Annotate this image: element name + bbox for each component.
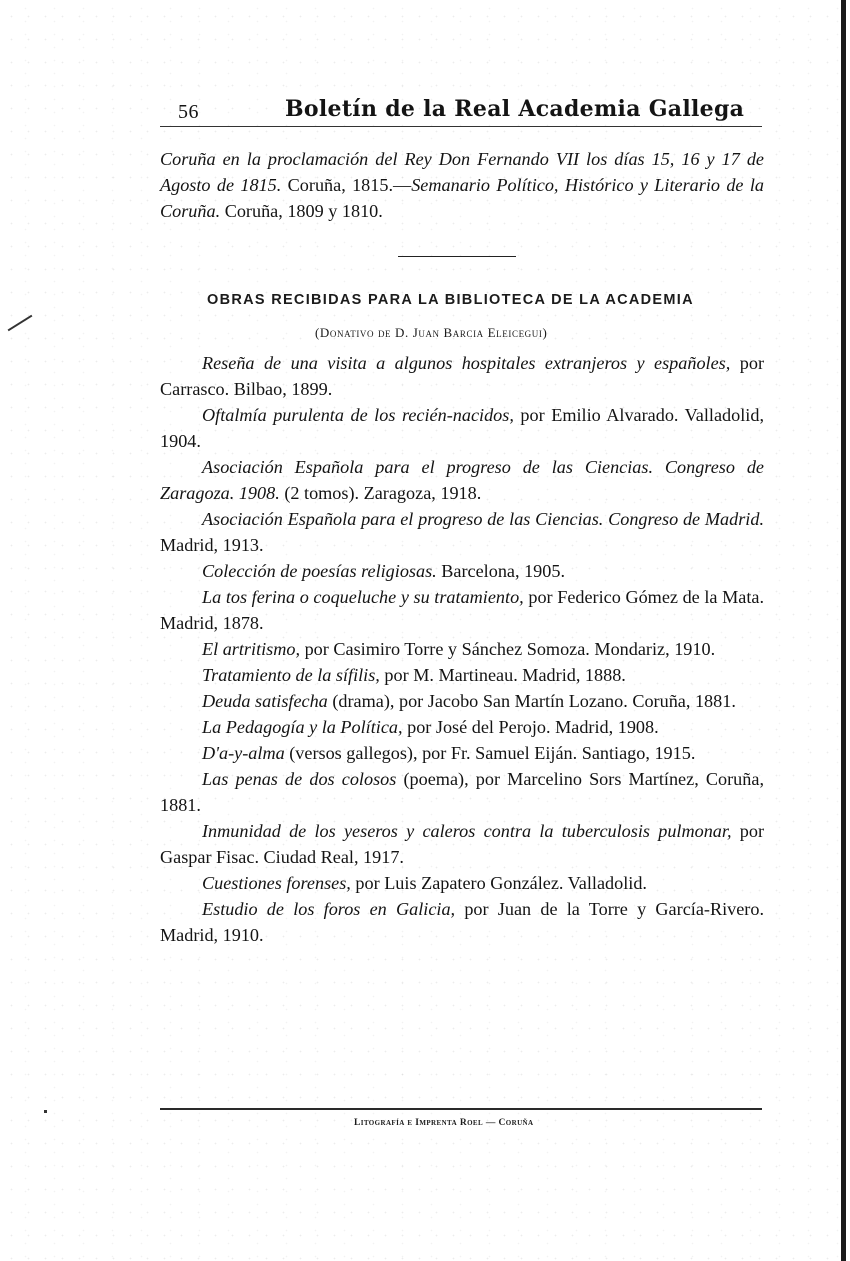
entry-details: por José del Perojo. Madrid, 1908. (402, 717, 659, 737)
running-title: Boletín de la Real Academia Gallega (285, 96, 745, 122)
entries-list (160, 350, 764, 948)
entry-title: Asociación Española para el progreso de las Ciencias. Congreso de Zaragoza. 1908. (160, 457, 764, 503)
entry-title: Reseña de una visita a algunos hospitales extranjeros y españoles, (202, 353, 731, 373)
intro-italic-1: Coruña en la proclamación del Rey Don Fernando VII los días 15, 16 y 17 de Agosto de 1815. (160, 149, 764, 195)
intro-paragraph (160, 146, 764, 224)
entry-title: La tos ferina o coqueluche y su tratamiento, (202, 587, 524, 607)
entry-title: Estudio de los foros en Galicia, (202, 899, 456, 919)
list-item (160, 584, 764, 636)
entry-title: La Pedagogía y la Política, (202, 717, 403, 737)
intro-italic-2: Semanario Político, Histórico y Literario de la Coruña. (160, 175, 764, 221)
printer-imprint: Litografía e Imprenta Roel — Coruña (354, 1118, 534, 1128)
header-rule (160, 126, 762, 127)
entry-title: Oftalmía purulenta de los recién-nacidos, (202, 405, 514, 425)
list-item (160, 506, 764, 558)
list-item (160, 636, 764, 662)
list-item (160, 662, 764, 688)
entry-details: Barcelona, 1905. (436, 561, 566, 581)
entry-title: Las penas de dos colosos (202, 769, 397, 789)
entry-title: Inmunidad de los yeseros y caleros contra la tuberculosis pulmonar, (202, 821, 732, 841)
entry-details: (2 tomos). Zaragoza, 1918. (279, 483, 482, 503)
entry-details: por Casimiro Torre y Sánchez Somoza. Mondariz, 1910. (300, 639, 716, 659)
margin-dot (44, 1110, 47, 1113)
list-item (160, 896, 764, 948)
entry-details: por M. Martineau. Madrid, 1888. (379, 665, 626, 685)
entry-details: (drama), por Jacobo San Martín Lozano. Coruña, 1881. (327, 691, 736, 711)
list-item (160, 766, 764, 818)
scan-edge-line (841, 0, 846, 1261)
entry-details: (versos gallegos), por Fr. Samuel Eiján. Santiago, 1915. (284, 743, 696, 763)
intro-plain-2: Coruña, 1809 y 1810. (220, 201, 383, 221)
entry-title: D'a-y-alma (202, 743, 285, 763)
entry-details: por Gaspar Fisac. Ciudad Real, 1917. (160, 821, 765, 867)
intro-plain-1: Coruña, 1815.— (281, 175, 412, 195)
entry-title: Tratamiento de la sífilis, (202, 665, 380, 685)
entry-details: por Federico Gómez de la Mata. Madrid, 1878. (160, 587, 764, 633)
list-item (160, 740, 764, 766)
margin-mark (8, 315, 33, 332)
entry-title: Colección de poesías religiosas. (202, 561, 437, 581)
intro-text (160, 146, 764, 224)
list-item (160, 558, 764, 584)
entry-details: por Carrasco. Bilbao, 1899. (160, 353, 764, 399)
entry-details: por Luis Zapatero González. Valladolid. (350, 873, 647, 893)
entry-title: Deuda satisfecha (202, 691, 328, 711)
list-item (160, 402, 764, 454)
list-item (160, 818, 764, 870)
entry-title: El artritismo, (202, 639, 301, 659)
list-item (160, 454, 764, 506)
list-item (160, 688, 764, 714)
entry-title: Cuestiones forenses, (202, 873, 351, 893)
list-item (160, 714, 764, 740)
list-item (160, 870, 764, 896)
footer-rule (160, 1108, 762, 1110)
section-heading: OBRAS RECIBIDAS PARA LA BIBLIOTECA DE LA ACADEMIA (207, 292, 694, 308)
entry-title: Asociación Española para el progreso de las Ciencias. Congreso de Madrid. (202, 509, 764, 529)
section-divider (398, 256, 516, 257)
entry-details: por Juan de la Torre y García-Rivero. Madrid, 1910. (160, 899, 764, 945)
donation-note: (Donativo de D. Juan Barcia Eleicegui) (315, 325, 548, 340)
page-number: 56 (178, 101, 199, 123)
entry-details: por Emilio Alvarado. Valladolid, 1904. (160, 405, 764, 451)
list-item (160, 350, 764, 402)
entry-details: (poema), por Marcelino Sors Martínez, Coruña, 1881. (160, 769, 764, 815)
entry-details: Madrid, 1913. (160, 535, 264, 555)
